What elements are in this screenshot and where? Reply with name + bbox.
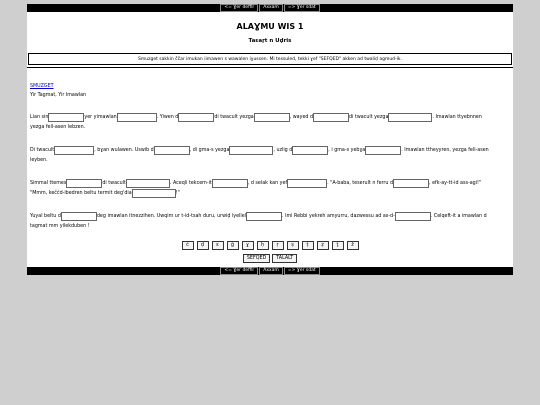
- text: leyben.: [30, 157, 48, 163]
- text: , bɣan wulawen. Uswib d: [94, 147, 154, 153]
- text: . Aceqli tekcem-it: [169, 180, 212, 186]
- paragraph-2: [30, 145, 510, 165]
- gap-input[interactable]: [48, 113, 84, 122]
- gap-input[interactable]: [365, 146, 401, 155]
- text: tagmat mm yilekduben !: [30, 223, 90, 229]
- text: , i gma-s yebɣa: [328, 147, 366, 153]
- action-buttons: [30, 254, 510, 267]
- letter-button[interactable]: ḍ: [197, 241, 209, 250]
- gap-input[interactable]: [388, 113, 432, 122]
- instructions-box: Smuzget sakkin ččar imukan iimawen s wawalen iɣussen. Mi tessuled, tekki ɣef "SEFQED" akken ad twaliḍ agmud-ik.: [28, 53, 512, 65]
- text: . Imi Rebbi yekreh amyurru, dazwessu ad as-d-: [282, 213, 395, 219]
- text: . Imawlan ttyebnnen: [432, 114, 482, 120]
- text: Yuyal beltu d: [30, 213, 61, 219]
- exercise-content: [27, 67, 513, 267]
- letter-button[interactable]: ṭ: [302, 241, 314, 250]
- gap-input[interactable]: [246, 212, 282, 221]
- text: yezga fell-asen lebzen.: [30, 124, 86, 130]
- gap-input[interactable]: [61, 212, 97, 221]
- gap-input[interactable]: [287, 179, 327, 188]
- check-button[interactable]: SEFQED: [243, 254, 270, 263]
- text: !": [175, 190, 180, 196]
- text: Simmal ttemes: [30, 180, 67, 186]
- gap-input[interactable]: [66, 179, 102, 188]
- next-link[interactable]: => Ɣer sdat: [284, 267, 320, 275]
- text: deg imawlan itnezzihen. Uwqim ur t-id-tsah duru, urwiḍ iyellel: [96, 213, 247, 219]
- letter-button[interactable]: ž: [347, 241, 359, 250]
- gap-input[interactable]: [154, 146, 190, 155]
- gap-input[interactable]: [117, 113, 157, 122]
- text: yer yimawlan: [84, 114, 117, 120]
- story-link[interactable]: SMUZGET: [30, 84, 54, 89]
- text: "Mmm, keččd-ibedren beltu termit deg'dia: [30, 190, 132, 196]
- text: , wayed d: [289, 114, 314, 120]
- gap-input[interactable]: [178, 113, 214, 122]
- letter-button[interactable]: ṣ: [287, 241, 299, 250]
- letter-button[interactable]: ṛ: [272, 241, 284, 250]
- text: . "A-baba, teserult n ferru d: [327, 180, 394, 186]
- paragraph-4: [30, 211, 510, 231]
- gap-input[interactable]: [393, 179, 429, 188]
- gap-input[interactable]: [292, 146, 328, 155]
- page-wrapper: [27, 4, 513, 275]
- prev-link[interactable]: <= Ɣer deffir: [220, 267, 258, 275]
- letter-button[interactable]: ţ: [332, 241, 344, 250]
- text: . Imawlan ttheyyren, yezga fell-asen: [401, 147, 489, 153]
- text: di twacult yezga: [349, 114, 389, 120]
- text: , di gma-s yezga: [189, 147, 230, 153]
- text: , uzlig d: [273, 147, 293, 153]
- page-subtitle: Taɛaṛt n Uḍris: [248, 38, 292, 44]
- letter-button[interactable]: ǧ: [227, 241, 239, 250]
- prev-link[interactable]: <= Ɣer deffir: [220, 4, 258, 12]
- text: . Celqeft-it a imawlan d: [430, 213, 487, 219]
- home-link[interactable]: Axxam: [259, 4, 283, 12]
- gap-input[interactable]: [254, 113, 290, 122]
- home-link[interactable]: Axxam: [259, 267, 283, 275]
- text: , efk-ay-tt-id ass-agi!": [429, 180, 482, 186]
- text: . Yiwen d: [156, 114, 179, 120]
- letter-button[interactable]: č: [182, 241, 194, 250]
- bottom-navbar: [27, 267, 513, 275]
- next-link[interactable]: => Ɣer sdat: [284, 4, 320, 12]
- text: , d selak kan yef: [247, 180, 288, 186]
- text: di twacult yezga: [214, 114, 254, 120]
- text: di twacult: [102, 180, 126, 186]
- gap-input[interactable]: [132, 189, 176, 198]
- paragraph-1: [30, 112, 510, 132]
- hint-button[interactable]: TALALT: [272, 254, 297, 263]
- letter-button[interactable]: ɛ: [212, 241, 224, 250]
- text: Di twacult: [30, 147, 55, 153]
- story-intro: Yir Tagmat, Yir Imawlan: [30, 93, 87, 98]
- gap-input[interactable]: [395, 212, 431, 221]
- letter-button[interactable]: ḥ: [257, 241, 269, 250]
- letter-button[interactable]: ɣ: [242, 241, 254, 250]
- page-title: ALAƔMU WIS 1: [236, 22, 304, 31]
- special-letters: [30, 241, 510, 250]
- main-page: [27, 12, 513, 267]
- gap-input[interactable]: [212, 179, 248, 188]
- gap-input[interactable]: [54, 146, 94, 155]
- paragraph-3: [30, 178, 510, 198]
- gap-input[interactable]: [126, 179, 170, 188]
- top-navbar: [27, 4, 513, 12]
- gap-input[interactable]: [229, 146, 273, 155]
- letter-button[interactable]: ẓ: [317, 241, 329, 250]
- gap-input[interactable]: [313, 113, 349, 122]
- text: Lian sin: [30, 114, 49, 120]
